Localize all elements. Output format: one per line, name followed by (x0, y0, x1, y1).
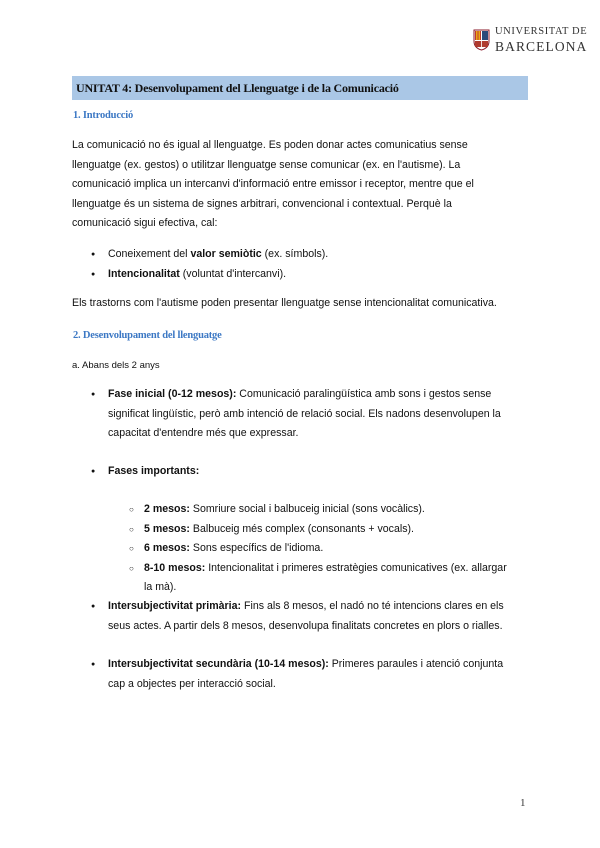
intro-line-5: comunicació sigui efectiva, cal: (72, 217, 218, 229)
unit-title: UNITAT 4: Desenvolupament del Llenguatge i de la Comunicació (72, 76, 528, 100)
university-logo (473, 26, 588, 55)
bullet-intencionalitat: Intencionalitat (voluntat d'intercanvi). (108, 267, 287, 280)
bullet-dot: ● (91, 661, 96, 668)
intersub-primaria-line2: seus actes. A partir dels 8 mesos, desenvolupa finalitats concretes en plors o rialles. (108, 619, 503, 632)
bullet-dot: ● (91, 603, 96, 610)
section1-closing: Els trastorns com l'autisme poden presentar llenguatge sense intencionalitat comunicativa. (72, 297, 497, 309)
page-number: 1 (520, 797, 526, 809)
intro-line-4: llenguatge és un sistema de signes arbitrari, convencional i contextual. Perquè la (72, 197, 452, 210)
sub-bullet-circle: ○ (129, 544, 134, 553)
subitem-5-mesos: 5 mesos: Balbuceig més complex (consonants + vocals). (144, 522, 414, 535)
bullet-dot: ● (91, 251, 96, 258)
intro-line-3: comunicació implica un intercanvi d'informació entre emissor i receptor, mentre que el (72, 178, 474, 190)
subsection-a-label: a. Abans dels 2 anys (72, 360, 160, 371)
university-shield-icon (473, 29, 490, 51)
intersub-secundaria-line1: Intersubjectivitat secundària (10-14 mesos): Primeres paraules i atenció conjunta (108, 658, 504, 670)
section2-heading: 2. Desenvolupament del llenguatge (73, 330, 222, 341)
fases-importants-label: Fases importants: (108, 465, 200, 477)
subitem-6-mesos: 6 mesos: Sons específics de l'idioma. (144, 542, 324, 554)
intersub-secundaria-line2: cap a objectes per interacció social. (108, 677, 276, 690)
fase-inicial-line2: significat lingüístic, però amb intenció de relació social. Els nadons desenvolupen la (108, 407, 501, 420)
subitem-8-10-mesos: 8-10 mesos: Intencionalitat i primeres estratègies comunicatives (ex. allargar (144, 561, 507, 574)
bullet-dot: ● (91, 468, 96, 475)
bullet-valor-semiotic: Coneixement del valor semiòtic (ex. símbols). (108, 248, 329, 260)
intersub-primaria-line1: Intersubjectivitat primària: Fins als 8 mesos, el nadó no té intencions clares en els (108, 600, 504, 612)
bullet-dot: ● (91, 391, 96, 398)
logo-text-line1: UNIVERSITAT DE (495, 26, 588, 37)
sub-bullet-circle: ○ (129, 524, 134, 534)
fase-inicial-line1: Fase inicial (0-12 mesos): Comunicació paralingüística amb sons i gestos sense (108, 388, 492, 400)
bullet-dot: ● (91, 270, 96, 278)
fase-inicial-line3: capacitat d'entendre més que expressar. (108, 427, 299, 439)
sub-bullet-circle: ○ (129, 505, 134, 514)
section1-heading: 1. Introducció (73, 110, 134, 121)
subitem-2-mesos: 2 mesos: Somriure social i balbuceig inicial (sons vocàlics). (144, 503, 425, 515)
sub-bullet-circle: ○ (129, 563, 134, 573)
intro-line-1: La comunicació no és igual al llenguatge. Es poden donar actes comunicatius sense (72, 139, 468, 151)
intro-line-2: llenguatge (ex. gestos) o utilitzar llenguatge sense comunicar (ex. en l'autisme). La (72, 158, 461, 171)
subitem-8-10-mesos-cont: la mà). (144, 581, 177, 593)
logo-text-line2: BARCELONA (495, 38, 588, 54)
